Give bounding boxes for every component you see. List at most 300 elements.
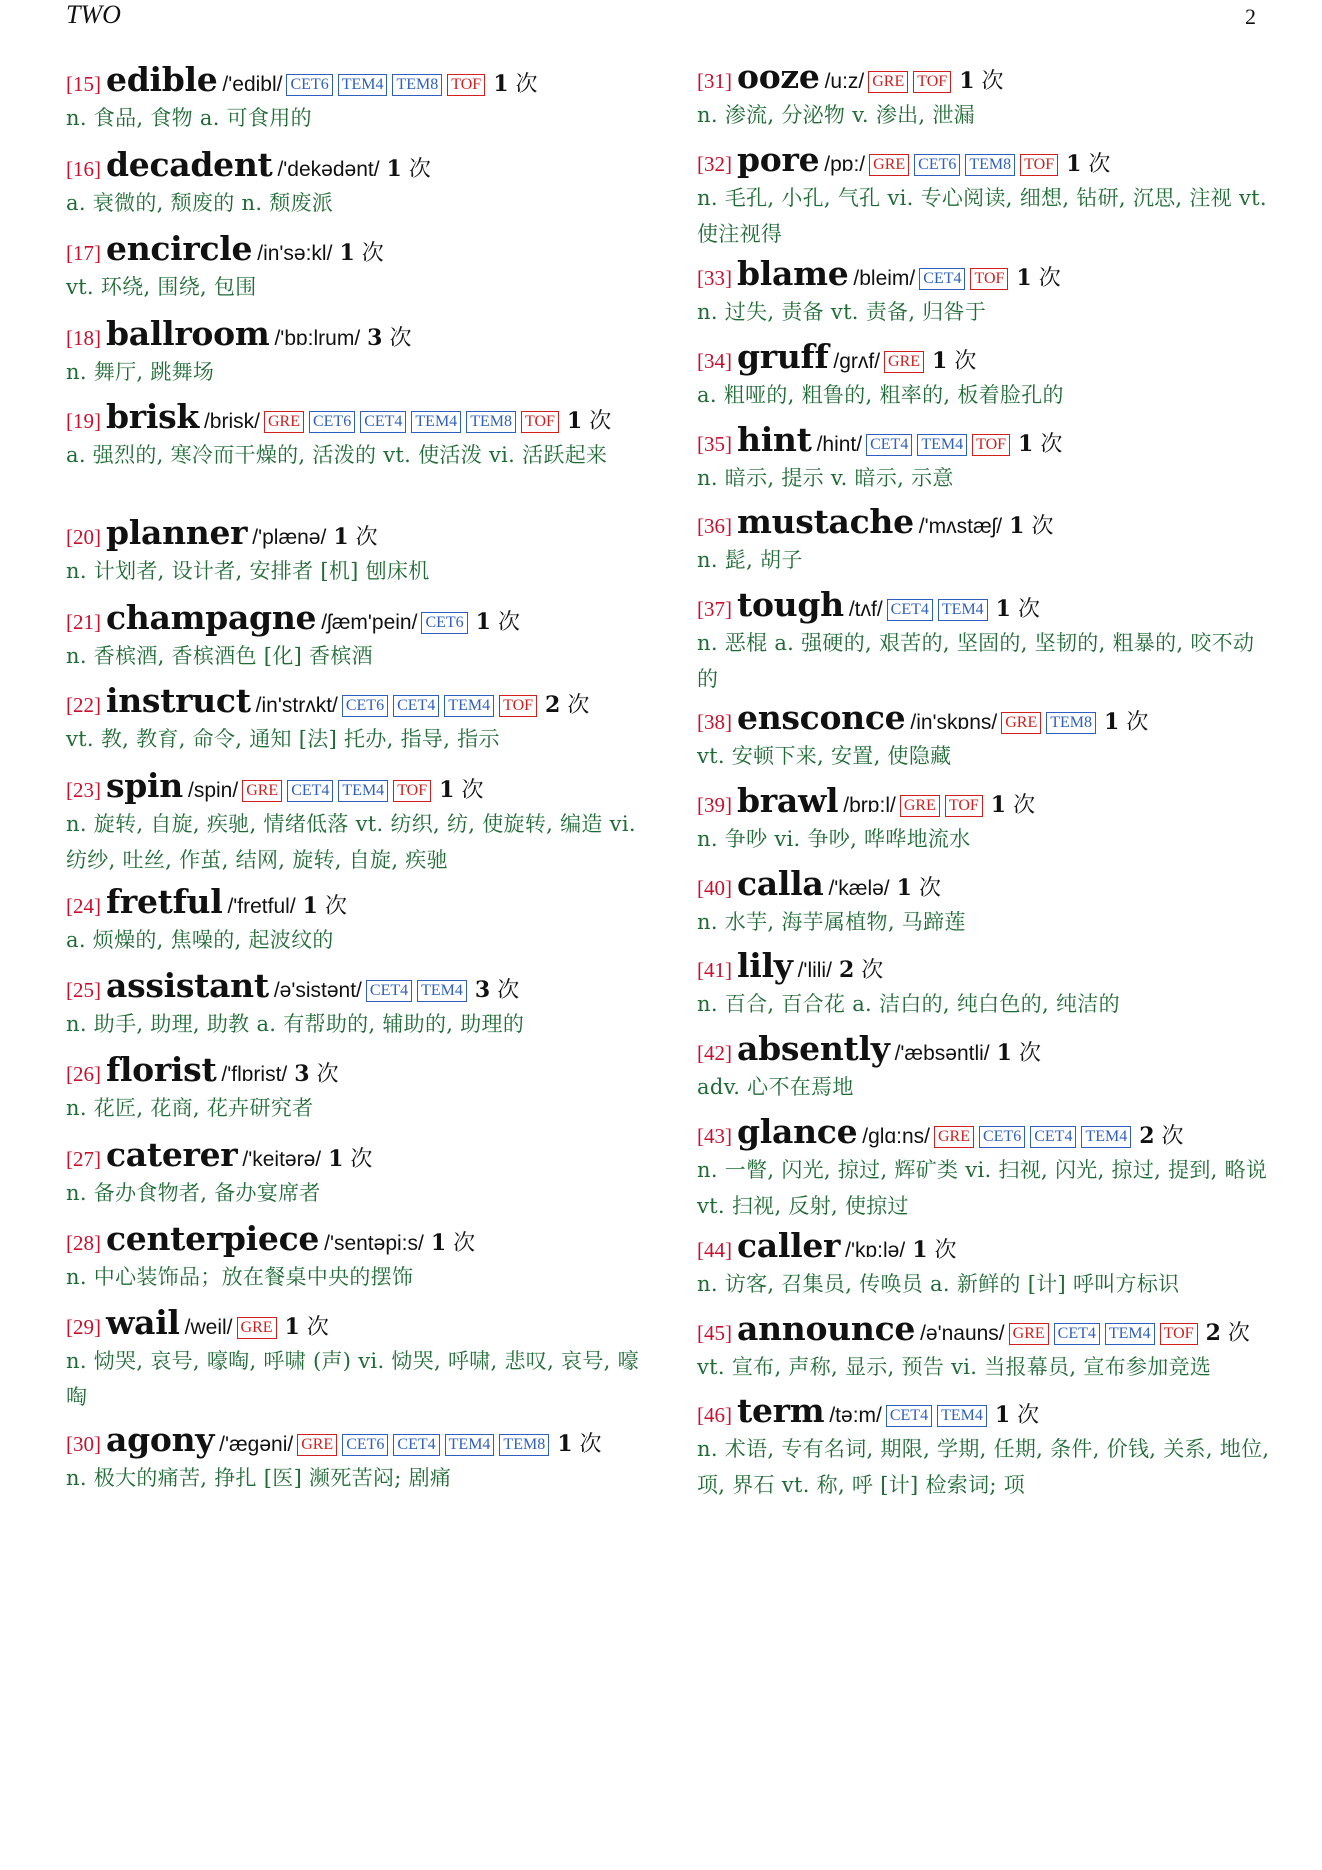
entry-number: [16] xyxy=(66,157,101,181)
frequency xyxy=(1139,1119,1183,1150)
frequency-unit: 次 xyxy=(461,778,484,803)
phonetic: /pɒ:/ xyxy=(824,153,866,176)
exam-tag-gre: GRE xyxy=(934,1126,974,1148)
frequency-count: 1 xyxy=(566,408,583,434)
entry-headline xyxy=(697,337,1272,377)
frequency-count: 1 xyxy=(959,68,975,94)
vocab-entry xyxy=(66,314,646,390)
frequency-count: 2 xyxy=(838,957,855,983)
phonetic: /bleim/ xyxy=(853,267,916,290)
phonetic: /'plænə/ xyxy=(252,526,327,549)
entry-number: [19] xyxy=(66,409,101,433)
headword: centerpiece xyxy=(106,1219,320,1258)
phonetic: /'kɒ:lə/ xyxy=(845,1239,906,1262)
definition: adv. 心不在焉地 xyxy=(697,1075,854,1099)
definition: n. 助手, 助理, 助教 a. 有帮助的, 辅助的, 助理的 xyxy=(66,1012,525,1036)
frequency xyxy=(367,321,411,352)
entry-headline xyxy=(697,1226,1272,1266)
headword: brawl xyxy=(737,781,839,820)
frequency-count: 1 xyxy=(1009,513,1025,539)
frequency-unit: 次 xyxy=(934,1238,957,1263)
entry-headline xyxy=(697,140,1272,180)
definition: n. 渗流, 分泌物 v. 渗出, 泄漏 xyxy=(697,103,975,127)
entry-headline xyxy=(66,314,646,354)
definition: n. 髭, 胡子 xyxy=(697,548,803,572)
exam-tag-tof: TOF xyxy=(447,74,485,96)
headword: gruff xyxy=(737,337,829,376)
entry-number: [42] xyxy=(697,1041,732,1065)
entry-number: [44] xyxy=(697,1238,732,1262)
frequency-unit: 次 xyxy=(918,876,941,901)
vocab-entry xyxy=(697,864,1272,940)
section-title: TWO xyxy=(66,0,121,29)
phonetic: /'sentəpi:s/ xyxy=(324,1232,424,1255)
entry-number: [17] xyxy=(66,241,101,265)
phonetic: /weil/ xyxy=(184,1316,233,1339)
frequency-count: 3 xyxy=(294,1061,310,1087)
vocab-entry xyxy=(697,1391,1272,1503)
frequency xyxy=(387,152,431,183)
headword: absently xyxy=(737,1029,890,1068)
frequency-unit: 次 xyxy=(389,326,412,351)
definition: a. 粗哑的, 粗鲁的, 粗率的, 板着脸孔的 xyxy=(697,383,1064,407)
frequency-count: 1 xyxy=(990,792,1007,818)
entry-headline xyxy=(697,698,1272,738)
definition: n. 极大的痛苦, 挣扎 [医] 濒死苦闷; 剧痛 xyxy=(66,1466,452,1490)
entry-headline xyxy=(66,60,646,100)
exam-tag-tof: TOF xyxy=(970,268,1008,290)
frequency xyxy=(431,1226,475,1257)
exam-tag-cet6: CET6 xyxy=(979,1126,1025,1148)
entry-headline xyxy=(66,229,646,269)
phonetic: /ʃæm'pein/ xyxy=(321,611,418,634)
exam-tag-tem8: TEM8 xyxy=(466,411,516,433)
frequency xyxy=(475,973,519,1004)
entry-headline xyxy=(66,1050,646,1090)
definition: n. 访客, 召集员, 传唤员 a. 新鲜的 [计] 呼叫方标识 xyxy=(697,1272,1180,1296)
exam-tag-tem4: TEM4 xyxy=(937,1405,987,1427)
entry-headline xyxy=(66,966,646,1006)
headword: spin xyxy=(106,766,183,805)
page-number: 2 xyxy=(1245,4,1256,29)
frequency xyxy=(995,1398,1039,1429)
phonetic: /'keitərə/ xyxy=(242,1148,322,1171)
vocab-entry xyxy=(697,1029,1272,1105)
frequency xyxy=(996,592,1040,623)
frequency-unit: 次 xyxy=(1227,1321,1250,1346)
frequency-unit: 次 xyxy=(306,1315,329,1340)
headword: pore xyxy=(737,140,820,179)
exam-tag-cet4: CET4 xyxy=(887,599,933,621)
exam-tag-tem4: TEM4 xyxy=(445,1434,495,1456)
frequency-unit: 次 xyxy=(515,72,538,97)
phonetic: /spin/ xyxy=(187,779,239,802)
headword: calla xyxy=(737,864,824,903)
entry-headline xyxy=(66,766,646,806)
entry-headline xyxy=(66,1420,646,1460)
frequency xyxy=(1009,509,1053,540)
frequency-count: 1 xyxy=(339,240,355,266)
entry-number: [41] xyxy=(697,958,732,982)
definition: a. 烦燥的, 焦噪的, 起波纹的 xyxy=(66,928,334,952)
entry-number: [22] xyxy=(66,693,101,717)
frequency-count: 1 xyxy=(493,71,509,97)
vocab-entry xyxy=(66,60,646,136)
exam-tag-cet4: CET4 xyxy=(1030,1126,1076,1148)
headword: blame xyxy=(737,254,849,293)
frequency xyxy=(476,605,520,636)
headword: caller xyxy=(737,1226,841,1265)
definition: n. 过失, 责备 vt. 责备, 归咎于 xyxy=(697,300,987,324)
exam-tag-cet6: CET6 xyxy=(342,695,388,717)
exam-tag-cet6: CET6 xyxy=(421,612,467,634)
headword: fretful xyxy=(106,882,223,921)
entry-headline xyxy=(66,882,646,922)
headword: ooze xyxy=(737,57,820,96)
entry-number: [25] xyxy=(66,978,101,1002)
phonetic: /'æbsəntli/ xyxy=(894,1042,990,1065)
exam-tag-tem4: TEM4 xyxy=(338,74,388,96)
frequency-count: 1 xyxy=(302,893,318,919)
exam-tag-tem4: TEM4 xyxy=(917,434,967,456)
definition: vt. 环绕, 围绕, 包围 xyxy=(66,275,257,299)
phonetic: /'mʌstæʃ/ xyxy=(918,515,1003,538)
exam-tag-cet4: CET4 xyxy=(1054,1323,1100,1345)
frequency-count: 3 xyxy=(367,325,383,351)
frequency-unit: 次 xyxy=(1013,793,1036,818)
phonetic: /ə'sistənt/ xyxy=(273,979,362,1002)
definition: n. 备办食物者, 备办宴席者 xyxy=(66,1181,321,1205)
definition: n. 中心装饰品；放在餐桌中央的摆饰 xyxy=(66,1265,414,1289)
phonetic: /in'strʌkt/ xyxy=(255,694,338,717)
headword: term xyxy=(737,1391,825,1430)
entry-number: [46] xyxy=(697,1403,732,1427)
headword: announce xyxy=(737,1309,916,1348)
frequency xyxy=(991,788,1035,819)
headword: wail xyxy=(106,1303,180,1342)
frequency-count: 1 xyxy=(557,1431,573,1457)
definition: n. 恶棍 a. 强硬的, 艰苦的, 坚固的, 坚韧的, 粗暴的, 咬不动的 xyxy=(697,631,1255,691)
headword: tough xyxy=(737,585,844,624)
frequency-unit: 次 xyxy=(324,894,347,919)
frequency-unit: 次 xyxy=(1018,1041,1041,1066)
frequency xyxy=(1016,261,1060,292)
frequency-unit: 次 xyxy=(579,1432,602,1457)
vocab-entry xyxy=(66,882,646,958)
vocab-entry xyxy=(66,966,646,1042)
frequency xyxy=(997,1036,1041,1067)
definition: n. 一瞥, 闪光, 掠过, 辉矿类 vi. 扫视, 闪光, 掠过, 提到, 略说 vt. 扫视, 反射, 使掠过 xyxy=(697,1158,1268,1218)
vocab-entry xyxy=(66,1050,646,1126)
entry-headline xyxy=(697,57,1272,97)
exam-tag-tem4: TEM4 xyxy=(938,599,988,621)
phonetic: /'ægəni/ xyxy=(219,1433,294,1456)
headword: encircle xyxy=(106,229,253,268)
vocab-entry xyxy=(697,140,1272,252)
exam-tag-tem4: TEM4 xyxy=(1105,1323,1155,1345)
vocab-entry xyxy=(697,1112,1272,1224)
frequency-unit: 次 xyxy=(589,409,612,434)
frequency-unit: 次 xyxy=(1161,1124,1184,1149)
frequency-unit: 次 xyxy=(1017,1403,1040,1428)
definition: n. 暗示, 提示 v. 暗示, 示意 xyxy=(697,466,954,490)
frequency-count: 1 xyxy=(1104,709,1120,735)
phonetic: /tʌf/ xyxy=(848,598,883,621)
phonetic: /in'skɒns/ xyxy=(910,711,998,734)
headword: brisk xyxy=(106,397,199,436)
headword: florist xyxy=(106,1050,217,1089)
frequency xyxy=(545,688,589,719)
vocab-entry xyxy=(697,781,1272,857)
exam-tag-cet4: CET4 xyxy=(393,1434,439,1456)
headword: assistant xyxy=(106,966,269,1005)
exam-tag-tem8: TEM8 xyxy=(1046,712,1096,734)
phonetic: /'bɒ:lrum/ xyxy=(274,327,361,350)
entry-headline xyxy=(697,1112,1272,1152)
exam-tag-tof: TOF xyxy=(1020,154,1058,176)
entry-number: [15] xyxy=(66,72,101,96)
frequency-count: 1 xyxy=(896,875,912,901)
definition: n. 水芋, 海芋属植物, 马蹄莲 xyxy=(697,910,966,934)
headword: decadent xyxy=(106,145,273,184)
exam-tag-gre: GRE xyxy=(869,154,909,176)
frequency-count: 1 xyxy=(284,1314,300,1340)
frequency xyxy=(557,1427,601,1458)
frequency-unit: 次 xyxy=(497,610,520,635)
definition: n. 旋转, 自旋, 疾驰, 情绪低落 vt. 纺织, 纺, 使旋转, 编造 vi. 纺纱, 吐丝, 作茧, 结网, 旋转, 自旋, 疾驰 xyxy=(66,812,636,872)
exam-tag-cet4: CET4 xyxy=(919,268,965,290)
entry-number: [29] xyxy=(66,1315,101,1339)
frequency-unit: 次 xyxy=(497,978,520,1003)
frequency-unit: 次 xyxy=(316,1062,339,1087)
frequency xyxy=(285,1310,329,1341)
definition: a. 衰微的, 颓废的 n. 颓废派 xyxy=(66,191,334,215)
entry-number: [35] xyxy=(697,432,732,456)
frequency-unit: 次 xyxy=(954,349,977,374)
exam-tag-tem4: TEM4 xyxy=(1081,1126,1131,1148)
exam-tag-cet4: CET4 xyxy=(393,695,439,717)
frequency-count: 1 xyxy=(475,609,491,635)
headword: mustache xyxy=(737,502,914,541)
exam-tag-tof: TOF xyxy=(1160,1323,1198,1345)
vocab-entry xyxy=(66,145,646,221)
entry-headline xyxy=(66,1135,646,1175)
entry-number: [31] xyxy=(697,69,732,93)
exam-tag-tem8: TEM8 xyxy=(965,154,1015,176)
vocab-entry xyxy=(697,57,1272,133)
phonetic: /u:z/ xyxy=(824,70,865,93)
exam-tag-tof: TOF xyxy=(972,434,1010,456)
exam-tag-cet4: CET4 xyxy=(360,411,406,433)
frequency xyxy=(839,953,883,984)
frequency-count: 1 xyxy=(430,1230,447,1256)
exam-tag-gre: GRE xyxy=(1001,712,1041,734)
phonetic: /brɒ:l/ xyxy=(843,794,896,817)
entry-number: [20] xyxy=(66,525,101,549)
vocab-entry xyxy=(697,502,1272,578)
headword: champagne xyxy=(106,598,317,637)
vocab-entry xyxy=(66,1219,646,1295)
exam-tag-tof: TOF xyxy=(499,695,537,717)
frequency-count: 1 xyxy=(912,1237,928,1263)
phonetic: /'flɒrist/ xyxy=(221,1063,288,1086)
entry-number: [38] xyxy=(697,710,732,734)
frequency xyxy=(1066,147,1110,178)
entry-number: [26] xyxy=(66,1062,101,1086)
frequency xyxy=(932,344,976,375)
entry-number: [34] xyxy=(697,349,732,373)
definition: vt. 教, 教育, 命令, 通知 [法] 托办, 指导, 指示 xyxy=(66,727,500,751)
frequency-count: 1 xyxy=(333,524,349,550)
exam-tag-tem8: TEM8 xyxy=(499,1434,549,1456)
phonetic: /brisk/ xyxy=(203,410,260,433)
frequency xyxy=(333,520,377,551)
definition: n. 食品, 食物 a. 可食用的 xyxy=(66,106,312,130)
entry-number: [30] xyxy=(66,1432,101,1456)
entry-headline xyxy=(66,1303,646,1343)
frequency-unit: 次 xyxy=(1088,152,1111,177)
exam-tag-tem4: TEM4 xyxy=(411,411,461,433)
vocab-entry xyxy=(66,598,646,674)
phonetic: /'dekədənt/ xyxy=(277,158,380,181)
entry-headline xyxy=(697,585,1272,625)
entry-headline xyxy=(697,254,1272,294)
phonetic: /'edibl/ xyxy=(222,73,283,96)
frequency xyxy=(1104,705,1148,736)
page-header xyxy=(66,0,1256,30)
frequency-count: 1 xyxy=(995,596,1011,622)
entry-number: [37] xyxy=(697,597,732,621)
entry-headline xyxy=(66,598,646,638)
entry-headline xyxy=(66,145,646,185)
exam-tag-gre: GRE xyxy=(1009,1323,1049,1345)
frequency-unit: 次 xyxy=(1031,514,1054,539)
exam-tag-gre: GRE xyxy=(900,795,940,817)
phonetic: /hint/ xyxy=(816,433,863,456)
phonetic: /tə:m/ xyxy=(829,1404,882,1427)
frequency-unit: 次 xyxy=(981,69,1004,94)
headword: ballroom xyxy=(106,314,270,353)
frequency-unit: 次 xyxy=(408,157,431,182)
frequency-count: 2 xyxy=(545,692,561,718)
phonetic: /grʌf/ xyxy=(833,350,881,373)
exam-tag-gre: GRE xyxy=(868,71,908,93)
entry-number: [32] xyxy=(697,152,732,176)
frequency-unit: 次 xyxy=(1040,432,1063,457)
vocab-entry xyxy=(66,681,646,757)
entry-headline xyxy=(66,1219,646,1259)
vocab-entry xyxy=(697,585,1272,697)
vocab-entry xyxy=(697,337,1272,413)
entry-number: [28] xyxy=(66,1231,101,1255)
definition: n. 恸哭, 哀号, 嚎啕, 呼啸 (声) vi. 恸哭, 呼啸, 悲叹, 哀号, 嚎啕 xyxy=(66,1349,639,1409)
exam-tag-cet6: CET6 xyxy=(342,1434,388,1456)
exam-tag-tem4: TEM4 xyxy=(444,695,494,717)
frequency-count: 1 xyxy=(328,1146,344,1172)
headword: instruct xyxy=(106,681,251,720)
exam-tag-gre: GRE xyxy=(237,1317,277,1339)
vocab-entry xyxy=(697,1309,1272,1385)
phonetic: /glɑ:ns/ xyxy=(862,1125,930,1148)
frequency xyxy=(328,1142,372,1173)
vocab-entry xyxy=(697,698,1272,774)
headword: agony xyxy=(106,1420,215,1459)
vocab-entry xyxy=(697,420,1272,496)
exam-tag-tem4: TEM4 xyxy=(417,980,467,1002)
definition: a. 强烈的, 寒冷而干燥的, 活泼的 vt. 使活泼 vi. 活跃起来 xyxy=(66,443,608,467)
entry-headline xyxy=(697,864,1272,904)
phonetic: /'lili/ xyxy=(797,959,832,982)
frequency xyxy=(1206,1316,1250,1347)
entry-headline xyxy=(697,1029,1272,1069)
definition: n. 术语, 专有名词, 期限, 学期, 任期, 条件, 价钱, 关系, 地位, 项, 界石 vt. 称, 呼 [计] 检索词; 项 xyxy=(697,1437,1270,1497)
entry-headline xyxy=(66,681,646,721)
phonetic: /'fretful/ xyxy=(227,895,296,918)
definition: n. 争吵 vi. 争吵, 哗哗地流水 xyxy=(697,827,971,851)
phonetic: /ə'nauns/ xyxy=(920,1322,1005,1345)
entry-number: [23] xyxy=(66,778,101,802)
frequency xyxy=(959,64,1003,95)
exam-tag-cet4: CET4 xyxy=(366,980,412,1002)
definition: n. 计划者, 设计者, 安排者 [机] 刨床机 xyxy=(66,559,430,583)
frequency-unit: 次 xyxy=(861,958,884,983)
vocab-entry xyxy=(66,1303,646,1415)
vocab-entry xyxy=(66,766,646,878)
exam-tag-cet6: CET6 xyxy=(309,411,355,433)
exam-tag-gre: GRE xyxy=(884,351,924,373)
vocab-entry xyxy=(66,397,646,473)
frequency xyxy=(1018,427,1062,458)
headword: glance xyxy=(737,1112,858,1151)
entry-number: [18] xyxy=(66,326,101,350)
exam-tag-cet6: CET6 xyxy=(286,74,332,96)
definition: n. 毛孔, 小孔, 气孔 vi. 专心阅读, 细想, 钻研, 沉思, 注视 vt. 使注视得 xyxy=(697,186,1267,246)
vocab-entry xyxy=(66,229,646,305)
definition: n. 香槟酒, 香槟酒色 [化] 香槟酒 xyxy=(66,644,373,668)
definition: n. 舞厅, 跳舞场 xyxy=(66,360,215,384)
exam-tag-cet6: CET6 xyxy=(914,154,960,176)
vocab-entry xyxy=(697,1226,1272,1302)
exam-tag-gre: GRE xyxy=(264,411,304,433)
frequency-count: 1 xyxy=(1066,151,1082,177)
exam-tag-cet4: CET4 xyxy=(866,434,912,456)
frequency-unit: 次 xyxy=(355,525,378,550)
headword: edible xyxy=(106,60,218,99)
exam-tag-gre: GRE xyxy=(242,780,282,802)
entry-number: [39] xyxy=(697,793,732,817)
entry-headline xyxy=(697,946,1272,986)
entry-number: [45] xyxy=(697,1321,732,1345)
exam-tag-tof: TOF xyxy=(945,795,983,817)
frequency xyxy=(567,404,611,435)
vocab-entry xyxy=(66,1135,646,1211)
exam-tag-tof: TOF xyxy=(521,411,559,433)
definition: vt. 宣布, 声称, 显示, 预告 vi. 当报幕员, 宣布参加竞选 xyxy=(697,1355,1212,1379)
frequency-count: 2 xyxy=(1205,1320,1221,1346)
entry-headline xyxy=(697,781,1272,821)
phonetic: /'kælə/ xyxy=(828,877,890,900)
frequency-count: 1 xyxy=(1018,431,1034,457)
exam-tag-cet4: CET4 xyxy=(287,780,333,802)
definition: vt. 安顿下来, 安置, 使隐藏 xyxy=(697,744,952,768)
entry-headline xyxy=(697,420,1272,460)
headword: hint xyxy=(737,420,812,459)
frequency-count: 3 xyxy=(474,977,491,1003)
exam-tag-cet4: CET4 xyxy=(886,1405,932,1427)
entry-number: [36] xyxy=(697,514,732,538)
entry-headline xyxy=(66,397,646,437)
frequency xyxy=(339,236,383,267)
